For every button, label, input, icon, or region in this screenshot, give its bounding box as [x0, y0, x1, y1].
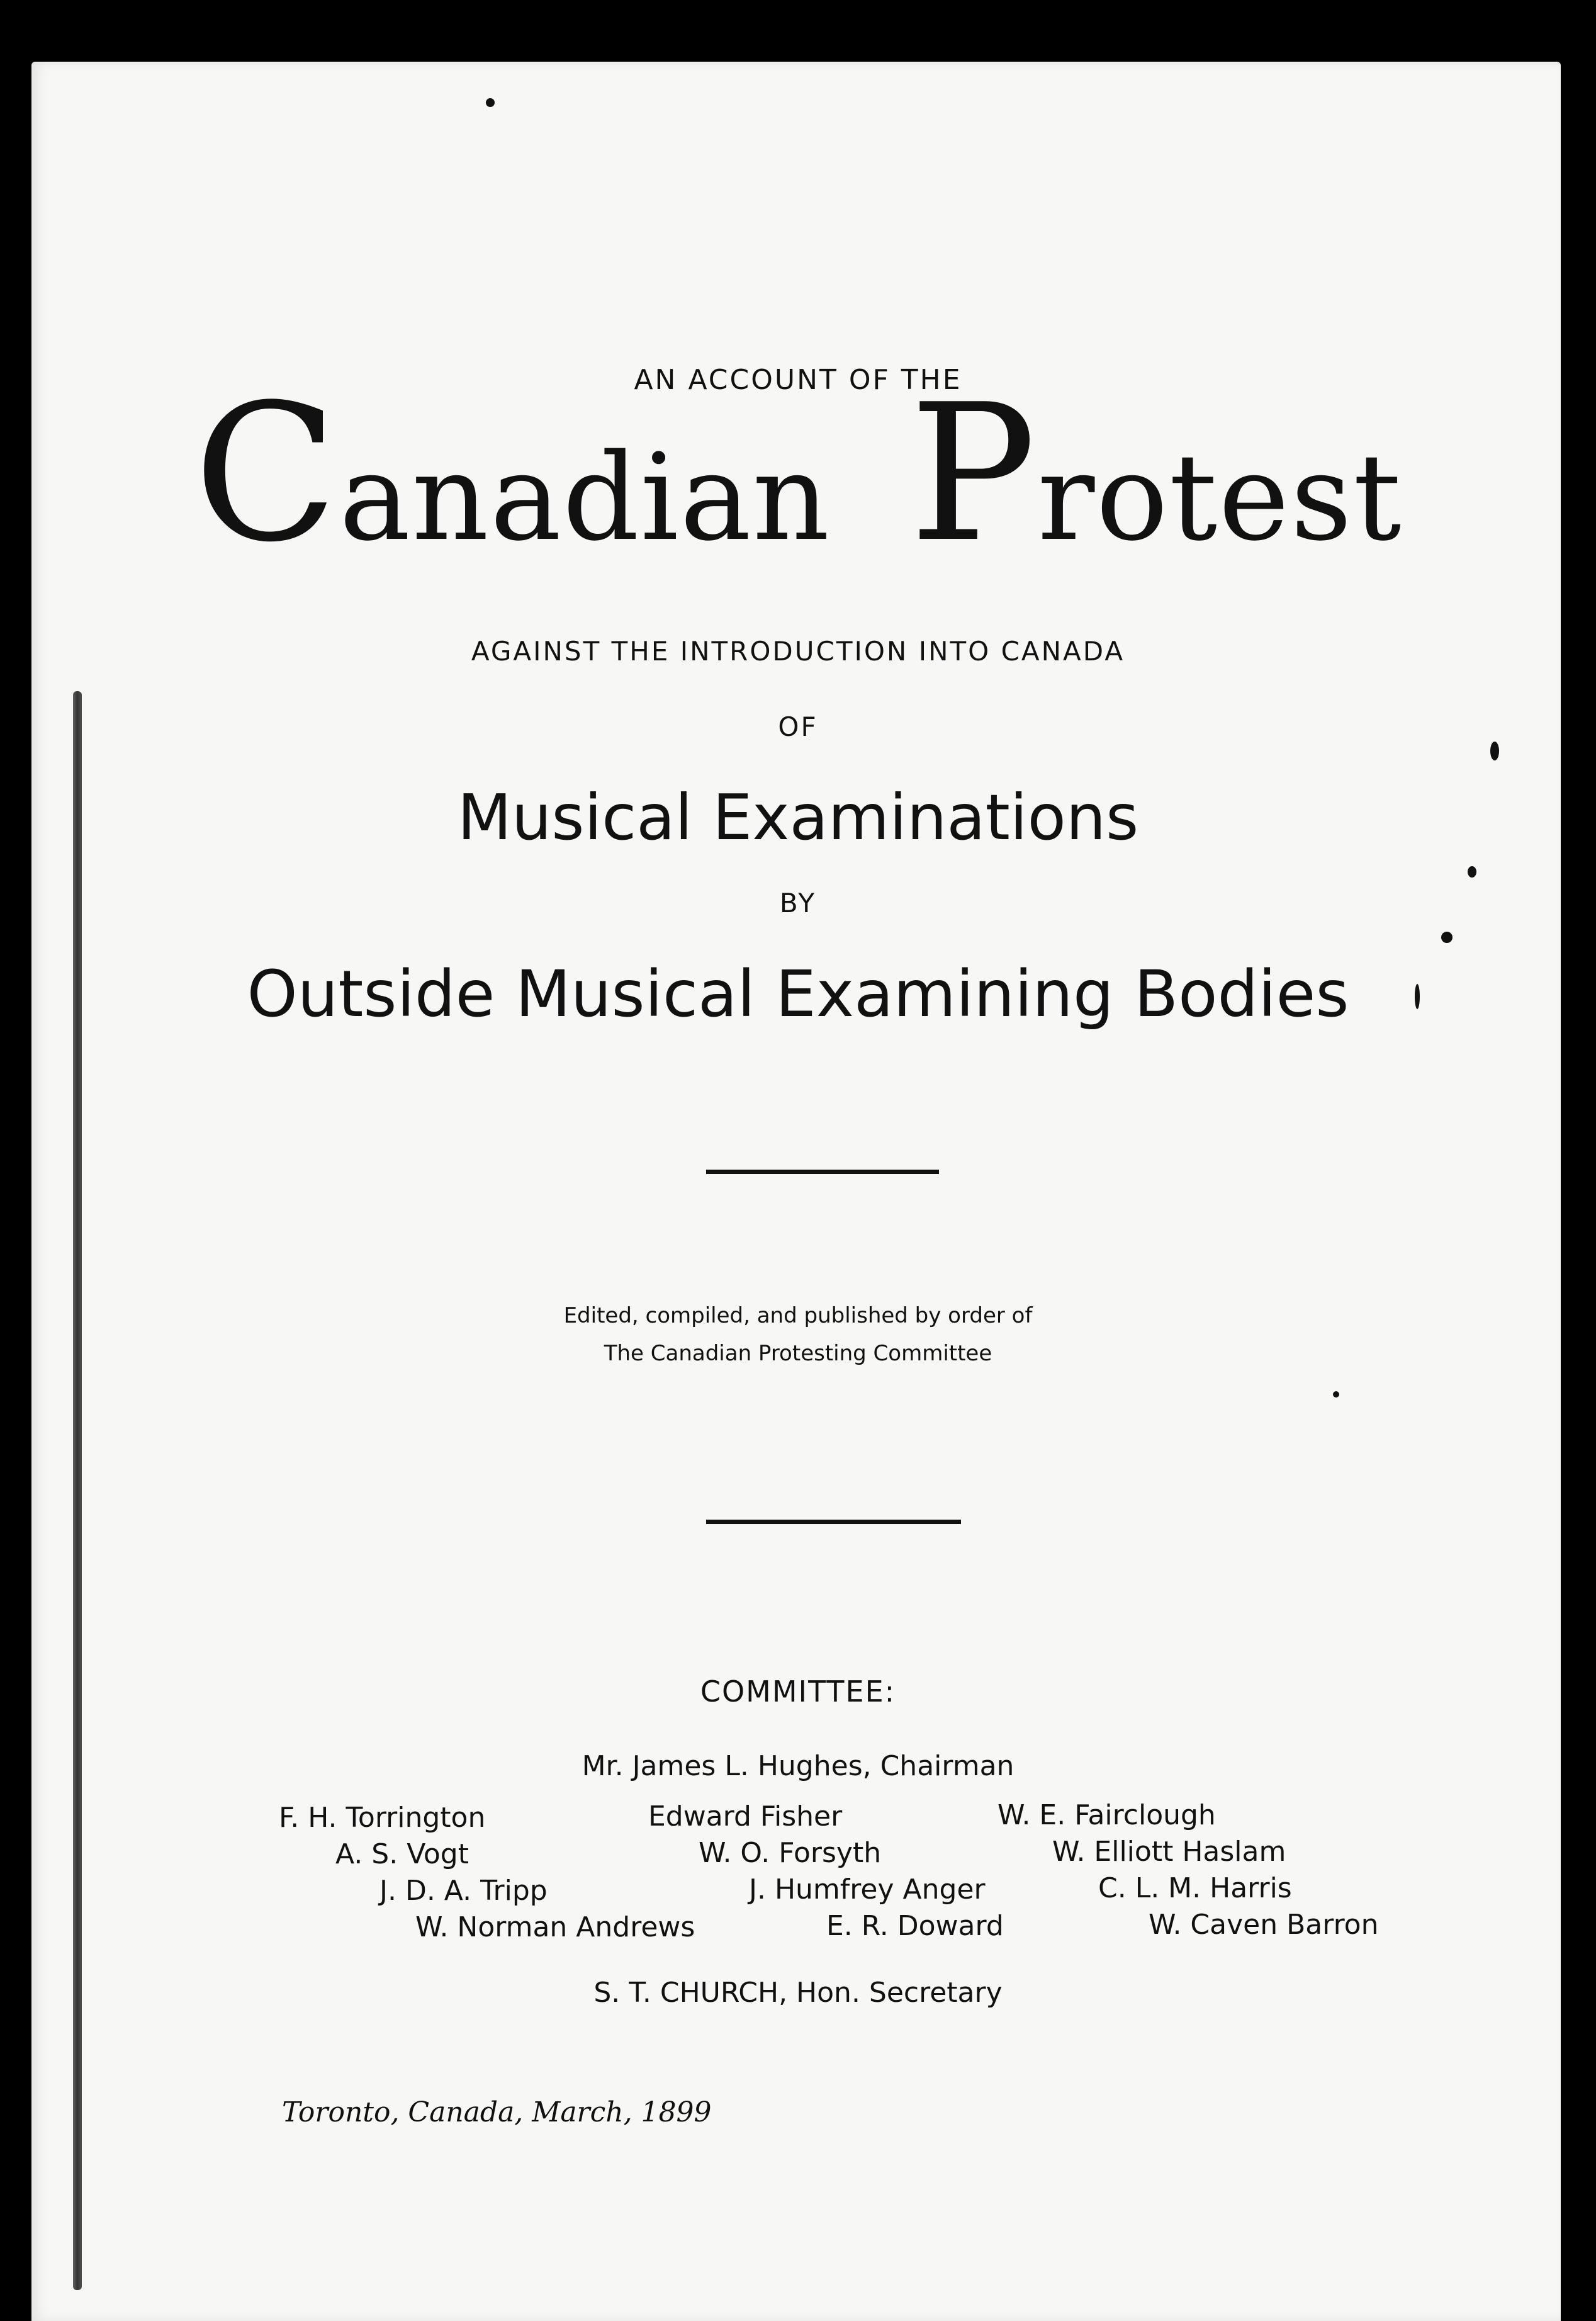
- bodies-line: Outside Musical Examining Bodies: [247, 957, 1349, 1032]
- committee-member: C. L. M. Harris: [1098, 1872, 1292, 1904]
- ink-speck: [1490, 742, 1499, 760]
- committee-member: W. E. Fairclough: [998, 1799, 1216, 1831]
- divider-rule: [706, 1170, 939, 1174]
- ink-speck: [1468, 866, 1476, 878]
- committee-secretary: S. T. CHURCH, Hon. Secretary: [593, 1977, 1003, 2009]
- divider-rule: [706, 1520, 961, 1524]
- committee-member: A. S. Vogt: [335, 1838, 469, 1870]
- of-line: OF: [778, 711, 818, 742]
- committee-member: J. D. A. Tripp: [379, 1875, 548, 1907]
- credit-line-2: The Canadian Protesting Committee: [604, 1341, 992, 1366]
- committee-member: W. Caven Barron: [1149, 1909, 1379, 1941]
- committee-heading: COMMITTEE:: [700, 1674, 896, 1708]
- title-word-rest-1: anadian: [339, 428, 831, 567]
- title-word-rest-2: rotest: [1037, 428, 1403, 567]
- title-initial-p: P: [909, 364, 1038, 584]
- title-initial-c: C: [193, 364, 340, 584]
- committee-member: Edward Fisher: [648, 1800, 843, 1833]
- committee-member: W. Elliott Haslam: [1052, 1836, 1286, 1868]
- committee-member: J. Humfrey Anger: [749, 1873, 986, 1906]
- committee-member: F. H. Torrington: [279, 1802, 486, 1834]
- by-line: BY: [779, 888, 817, 918]
- committee-chairman: Mr. James L. Hughes, Chairman: [582, 1750, 1014, 1782]
- against-line: AGAINST THE INTRODUCTION INTO CANADA: [471, 636, 1125, 667]
- binding-edge: [73, 691, 82, 2290]
- account-line: AN ACCOUNT OF THE: [634, 364, 962, 396]
- committee-member: E. R. Doward: [826, 1910, 1004, 1942]
- subject-line: Musical Examinations: [457, 781, 1139, 854]
- ink-speck: [486, 98, 495, 107]
- ink-speck: [1441, 932, 1453, 943]
- credit-line-1: Edited, compiled, and published by order of: [563, 1303, 1033, 1328]
- committee-member: W. Norman Andrews: [415, 1911, 695, 1943]
- dateline: Toronto, Canada, March, 1899: [282, 2096, 712, 2128]
- credit-block: [0, 1297, 1596, 1372]
- committee-member: W. O. Forsyth: [699, 1837, 882, 1869]
- ink-speck: [1333, 1391, 1339, 1398]
